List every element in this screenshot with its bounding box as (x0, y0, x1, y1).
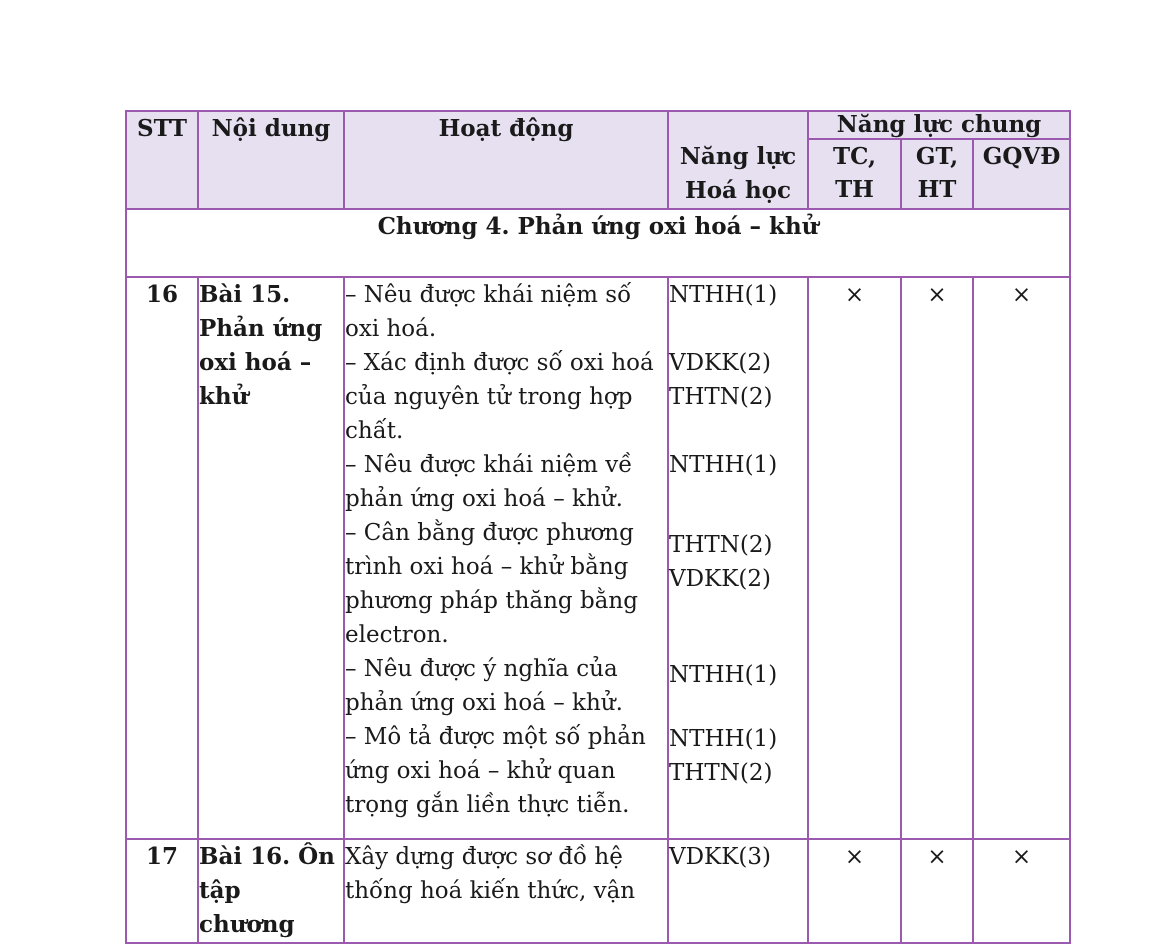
chapter-title: Chương 4. Phản ứng oxi hoá – khử (126, 209, 1070, 277)
activity-line: electron. (345, 622, 449, 648)
lesson-title-line: oxi hoá – (199, 349, 312, 376)
header-tc-th-line: TC, (832, 143, 877, 170)
row-tc-th-mark: × (808, 277, 901, 839)
lesson-title-line: Bài 16. Ôn (199, 843, 335, 870)
header-activities: Hoạt động (344, 111, 668, 209)
competency-code: NTHH(1) (669, 282, 778, 308)
row-activities (344, 277, 668, 839)
competency-code: NTHH(1) (669, 662, 778, 688)
row-lesson-title (198, 839, 344, 943)
competency-code: NTHH(1) (669, 726, 778, 752)
activity-line: – Nêu được ý nghĩa của (345, 656, 618, 682)
activity-line: phản ứng oxi hoá – khử. (345, 486, 623, 512)
activity-line: – Xác định được số oxi hoá (345, 350, 654, 376)
lesson-title-line: tập chương (199, 877, 295, 938)
row-stt: 16 (126, 277, 198, 839)
header-chem-competency-line: Năng lực (679, 143, 797, 170)
spacer (669, 692, 807, 722)
activity-line: ứng oxi hoá – khử quan (345, 758, 616, 784)
competency-table (125, 110, 1071, 944)
row-gqvd-mark: × (973, 839, 1070, 943)
activity-line: phương pháp thăng bằng (345, 588, 638, 614)
competency-code: THTN(2) (669, 532, 773, 558)
table-row (126, 839, 1070, 943)
activity-line: trọng gắn liền thực tiễn. (345, 792, 630, 818)
activity-line: – Nêu được khái niệm số (345, 282, 632, 308)
activity-line: thống hoá kiến thức, vận (345, 878, 636, 904)
row-gt-ht-mark: × (901, 277, 973, 839)
activity-line: Xây dựng được sơ đồ hệ (345, 844, 623, 870)
activity-line: chất. (345, 418, 404, 444)
row-stt: 17 (126, 839, 198, 943)
header-chem-competency (668, 111, 808, 209)
activity-line: – Cân bằng được phương (345, 520, 634, 546)
spacer (669, 482, 807, 528)
activity-line: của nguyên tử trong hợp (345, 384, 633, 410)
activity-line: – Mô tả được một số phản (345, 724, 646, 750)
header-gt-ht-line: GT, (915, 143, 959, 170)
competency-code: THTN(2) (669, 760, 773, 786)
row-activities (344, 839, 668, 943)
competency-code: THTN(2) (669, 384, 773, 410)
table-row (126, 277, 1070, 839)
header-chem-competency-line: Hoá học (684, 177, 792, 204)
header-general-competency: Năng lực chung (808, 111, 1070, 139)
competency-code: VDKK(2) (669, 566, 771, 592)
header-gqvd: GQVĐ (973, 139, 1070, 209)
competency-code: NTHH(1) (669, 452, 778, 478)
header-tc-th (808, 139, 901, 209)
activity-line: – Nêu được khái niệm về (345, 452, 633, 478)
activity-line: trình oxi hoá – khử bằng (345, 554, 629, 580)
header-gt-ht (901, 139, 973, 209)
competency-code: VDKK(3) (669, 844, 771, 870)
row-lesson-title (198, 277, 344, 839)
lesson-title-line: Phản ứng (199, 315, 323, 342)
spacer (669, 312, 807, 346)
row-gqvd-mark: × (973, 277, 1070, 839)
header-tc-th-line: TH (835, 176, 874, 203)
spacer (669, 414, 807, 448)
activity-line: oxi hoá. (345, 316, 437, 342)
lesson-title-line: Bài 15. (199, 281, 291, 308)
spacer (669, 596, 807, 658)
row-gt-ht-mark: × (901, 839, 973, 943)
lesson-title-line: khử (199, 383, 249, 410)
row-tc-th-mark: × (808, 839, 901, 943)
row-chem-competencies (668, 839, 808, 943)
row-chem-competencies (668, 277, 808, 839)
header-stt: STT (126, 111, 198, 209)
competency-code: VDKK(2) (669, 350, 771, 376)
header-gt-ht-line: HT (917, 176, 957, 203)
header-content: Nội dung (198, 111, 344, 209)
activity-line: phản ứng oxi hoá – khử. (345, 690, 623, 716)
